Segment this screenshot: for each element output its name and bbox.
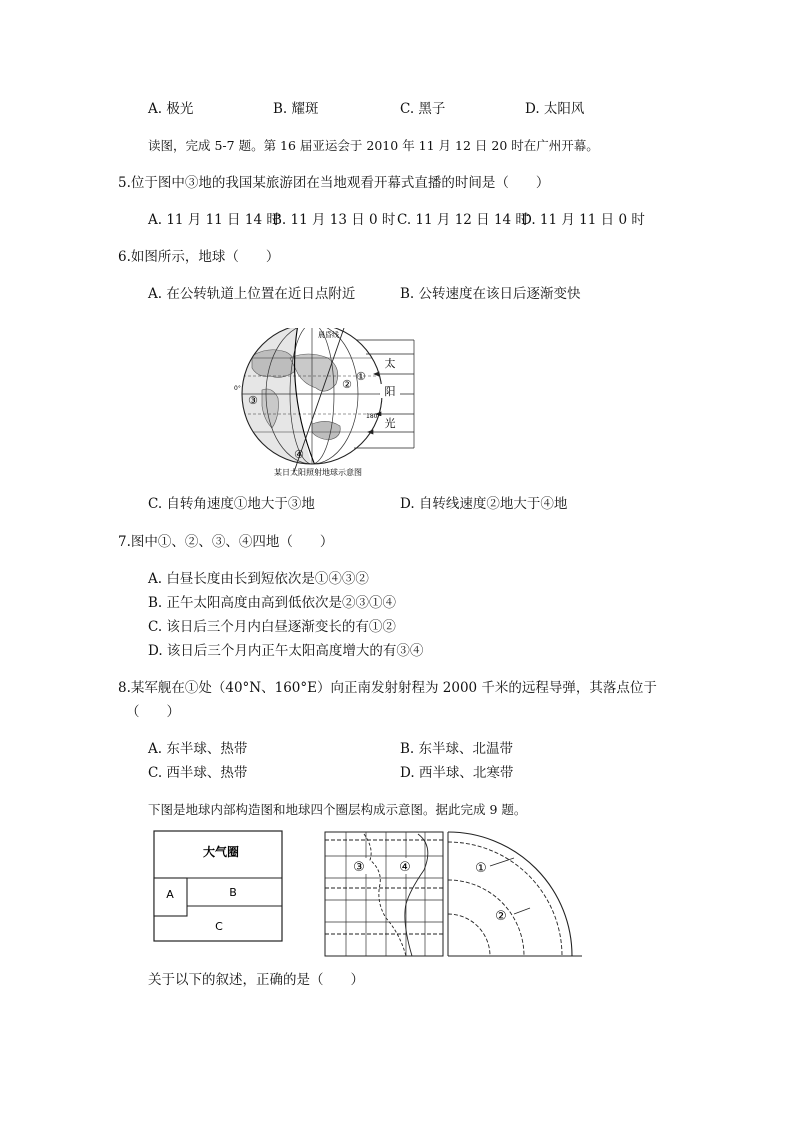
point-1-marker: ① xyxy=(356,370,366,383)
sun-char-2: 阳 xyxy=(384,385,396,398)
layer-3-marker: ③ xyxy=(353,860,365,875)
globe-sunlight-figure xyxy=(228,328,422,478)
point-2-marker: ② xyxy=(342,378,352,391)
deg-label-right: 180° xyxy=(366,413,381,420)
q8-option-d: D. 西半球、北寒带 xyxy=(400,765,514,781)
deg-label-left: 0° xyxy=(234,385,241,392)
q6-option-b: B. 公转速度在该日后逐渐变快 xyxy=(400,286,581,302)
q5-stem: 5.位于图中③地的我国某旅游团在当地观看开幕式直播的时间是（ ） xyxy=(118,175,550,191)
q7-option-a: A. 白昼长度由长到短依次是①④③② xyxy=(148,571,369,587)
sphere-label-a: A xyxy=(166,888,174,901)
q8-option-a: A. 东半球、热带 xyxy=(148,741,248,757)
sun-char-3: 光 xyxy=(384,417,396,430)
sphere-label-c: C xyxy=(215,920,223,933)
q8-stem-blank: （ ） xyxy=(126,704,180,720)
intro-questions-5-7: 读图，完成 5-7 题。第 16 届亚运会于 2010 年 11 月 12 日 20 时在广州开幕。 xyxy=(148,138,599,153)
globe-caption: 某日太阳照射地球示意图 xyxy=(274,468,362,477)
terminator-label: 晨昏线 xyxy=(318,331,339,339)
q5-option-b: B. 11 月 13 日 0 时 xyxy=(272,212,396,228)
q6-option-a: A. 在公转轨道上位置在近日点附近 xyxy=(148,286,356,302)
q6-option-d: D. 自转线速度②地大于④地 xyxy=(400,496,568,512)
q7-option-c: C. 该日后三个月内白昼逐渐变长的有①② xyxy=(148,619,396,635)
q8-stem: 8.某军舰在①处（40°N、160°E）向正南发射射程为 2000 千米的远程导弹，其落点位于 xyxy=(118,680,657,696)
q9-stem: 关于以下的叙述，正确的是（ ） xyxy=(148,972,364,988)
layer-2-marker: ② xyxy=(495,909,507,924)
q4-option-b: B. 耀斑 xyxy=(273,101,319,117)
sun-char-1: 太 xyxy=(384,357,396,370)
q8-option-c: C. 西半球、热带 xyxy=(148,765,248,781)
q5-option-d: D. 11 月 11 日 0 时 xyxy=(521,212,645,228)
layer-4-marker: ④ xyxy=(399,860,411,875)
q4-option-c: C. 黑子 xyxy=(400,101,446,117)
q5-option-a: A. 11 月 11 日 14 时 xyxy=(148,212,280,228)
atmosphere-label: 大气圈 xyxy=(202,845,240,859)
q8-option-b: B. 东半球、北温带 xyxy=(400,741,514,757)
layer-1-marker: ① xyxy=(475,861,487,876)
earth-spheres-diagram xyxy=(153,830,283,942)
q6-option-c: C. 自转角速度①地大于③地 xyxy=(148,496,315,512)
q7-option-b: B. 正午太阳高度由高到低依次是②③①④ xyxy=(148,595,397,611)
point-3-marker: ③ xyxy=(248,394,258,407)
q5-option-c: C. 11 月 12 日 14 时 xyxy=(397,212,529,228)
q4-option-a: A. 极光 xyxy=(148,101,194,117)
sphere-label-b: B xyxy=(229,886,237,899)
point-4-marker: ④ xyxy=(294,448,304,461)
eurasia-landmass xyxy=(252,350,295,378)
earth-interior-diagram xyxy=(324,830,586,958)
q4-option-d: D. 太阳风 xyxy=(525,101,585,117)
q7-option-d: D. 该日后三个月内正午太阳高度增大的有③④ xyxy=(148,643,424,659)
q7-stem: 7.图中①、②、③、④四地（ ） xyxy=(118,534,334,550)
intro-question-9: 下图是地球内部构造图和地球四个圈层构成示意图。据此完成 9 题。 xyxy=(148,802,527,817)
q6-stem: 6.如图所示，地球（ ） xyxy=(118,249,280,265)
